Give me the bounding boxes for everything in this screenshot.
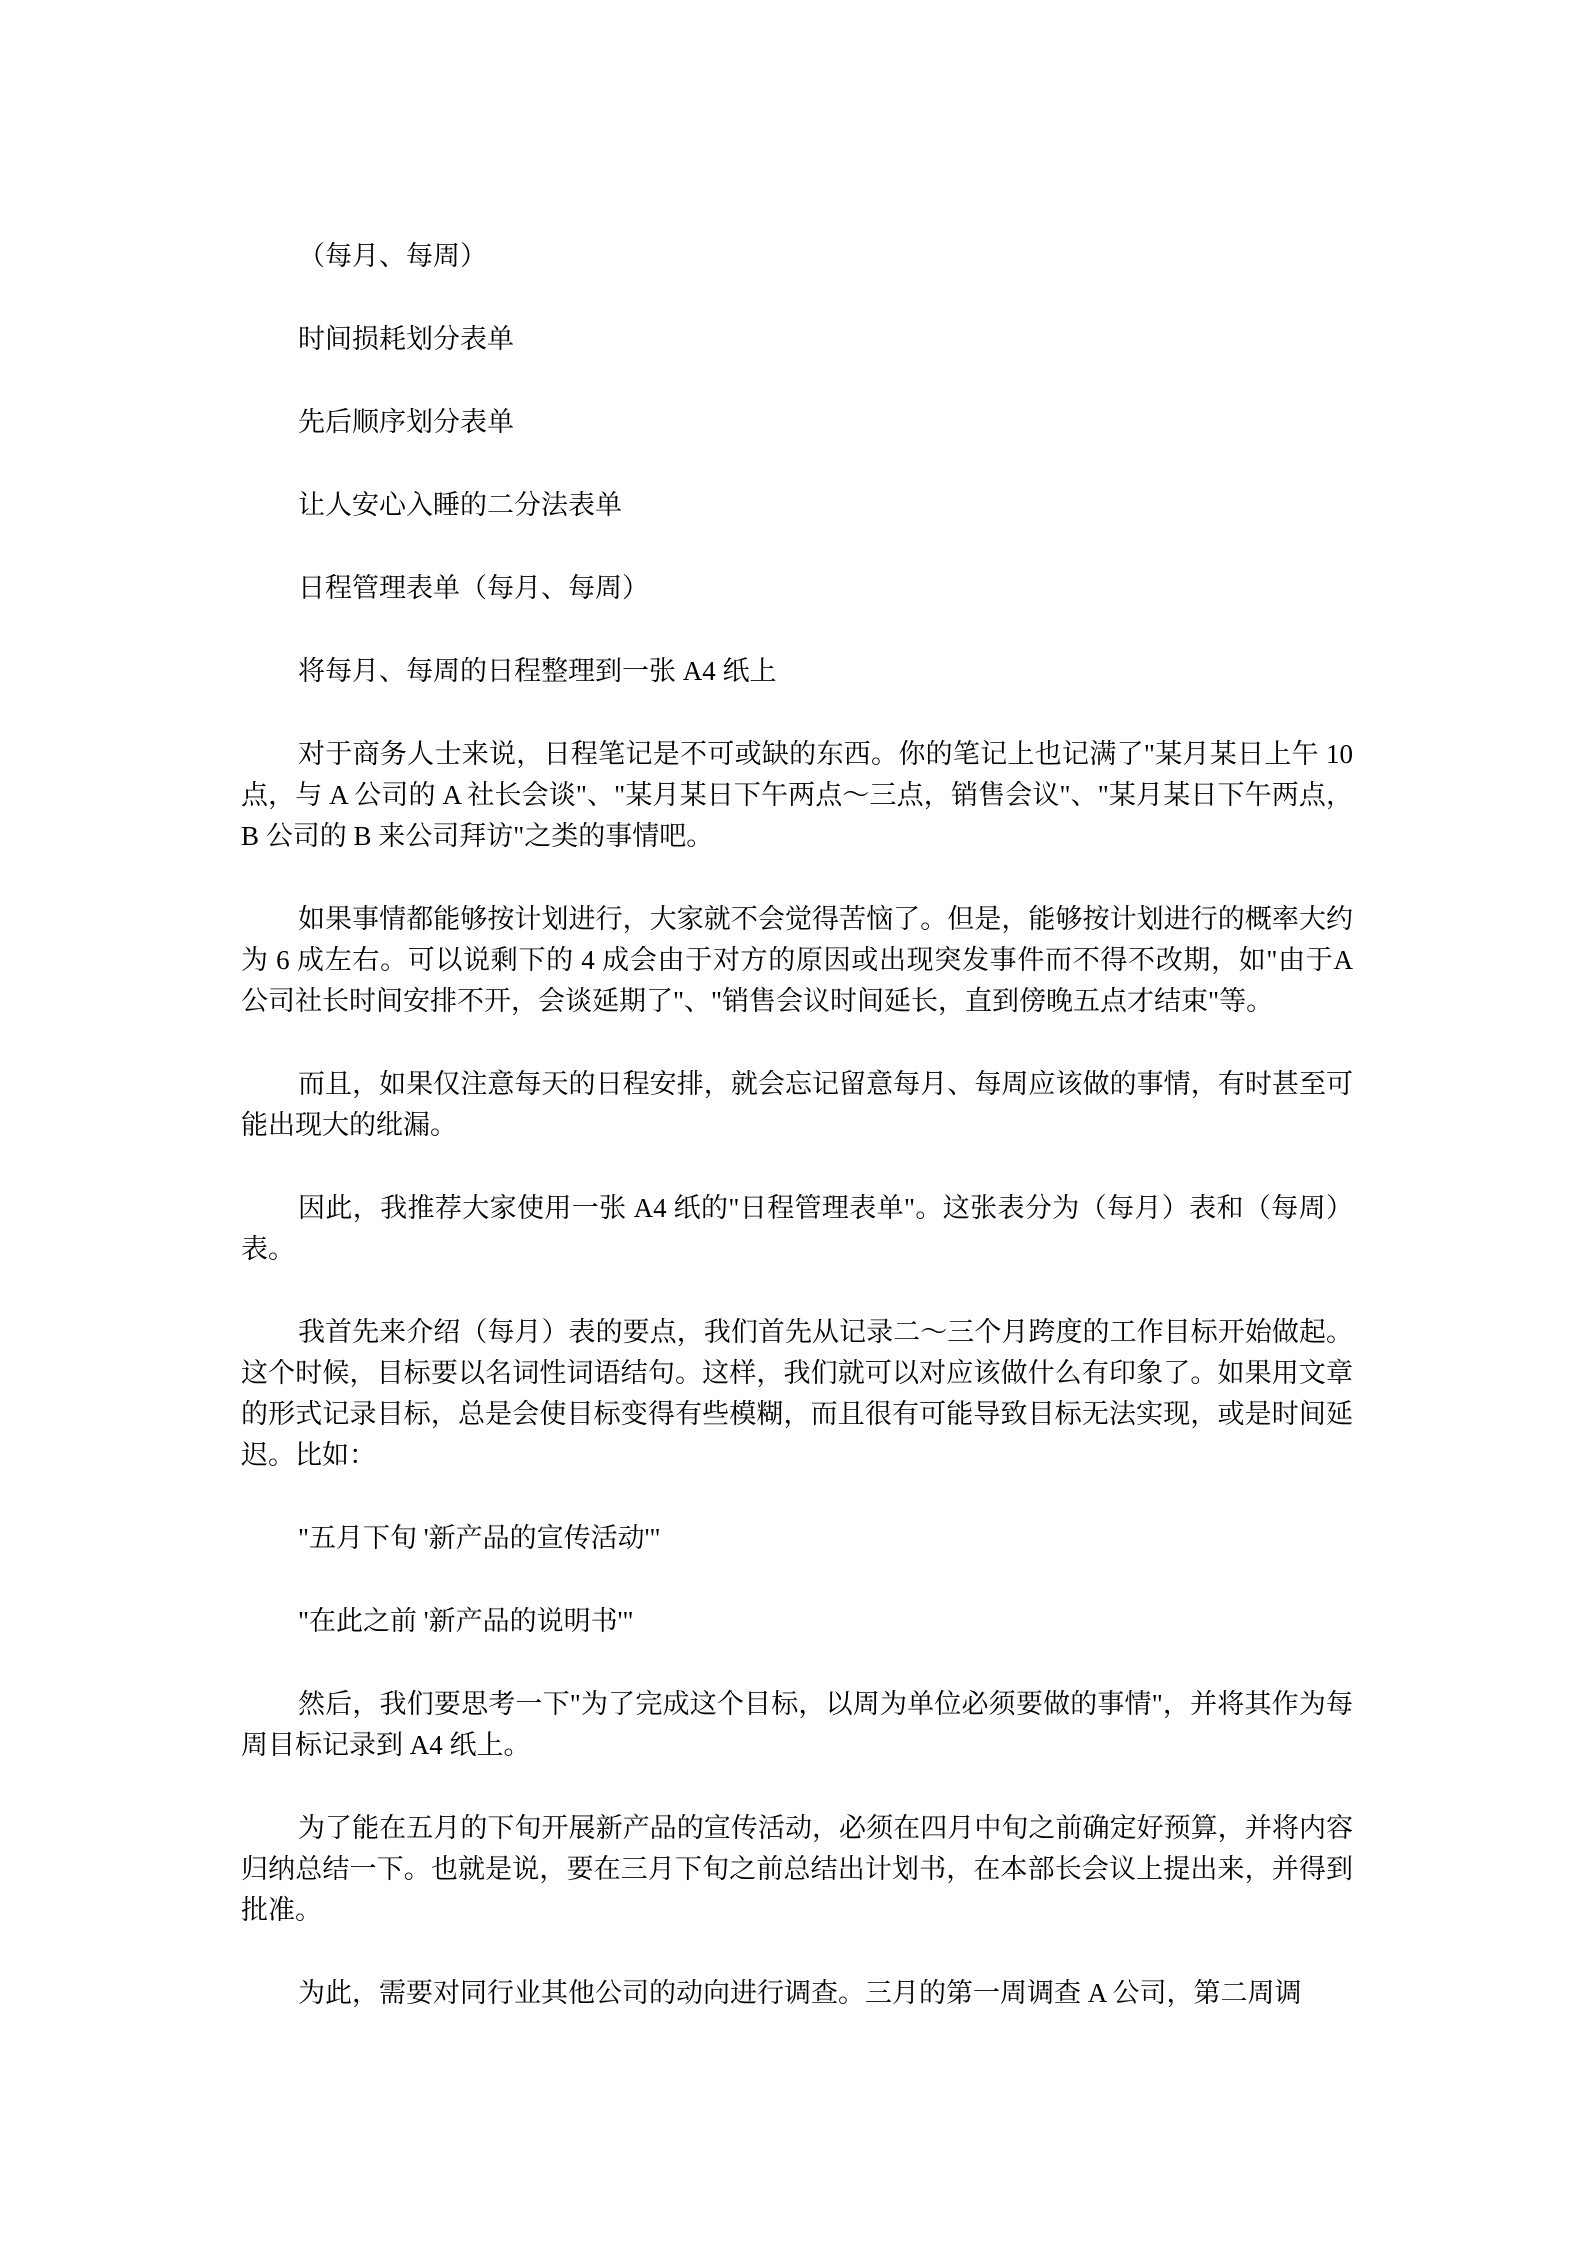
paragraph: 如果事情都能够按计划进行，大家就不会觉得苦恼了。但是，能够按计划进行的概率大约为 6 成左右。可以说剩下的 4 成会由于对方的原因或出现突发事件而不得不改期，如"由于A 公司社长时间安排不开，会谈延期了"、"销售会议时间延长，直到傍晚五点才结束"等。 xyxy=(241,904,1353,1016)
paragraph: 然后，我们要思考一下"为了完成这个目标，以周为单位必须要做的事情"，并将其作为每周目标记录到 A4 纸上。 xyxy=(241,1689,1353,1760)
paragraph: 而且，如果仅注意每天的日程安排，就会忘记留意每月、每周应该做的事情，有时甚至可能出现大的纰漏。 xyxy=(241,1069,1353,1140)
paragraph: 让人安心入睡的二分法表单 xyxy=(298,490,622,520)
paragraph: "在此之前 '新产品的说明书'" xyxy=(298,1606,634,1636)
paragraph: 日程管理表单（每月、每周） xyxy=(298,573,649,603)
paragraph: （每月、每周） xyxy=(298,241,487,271)
paragraph: 因此，我推荐大家使用一张 A4 纸的"日程管理表单"。这张表分为（每月）表和（每周）表。 xyxy=(241,1193,1353,1264)
paragraph: 为了能在五月的下旬开展新产品的宣传活动，必须在四月中旬之前确定好预算，并将内容归纳总结一下。也就是说，要在三月下旬之前总结出计划书，在本部长会议上提出来，并得到批准。 xyxy=(241,1813,1353,1925)
paragraph: 对于商务人士来说，日程笔记是不可或缺的东西。你的笔记上也记满了"某月某日上午 10 点，与 A 公司的 A 社长会谈"、"某月某日下午两点～三点，销售会议"、"某月某日下午两点， B 公司的 B 来公司拜访"之类的事情吧。 xyxy=(241,739,1353,851)
paragraph: 先后顺序划分表单 xyxy=(298,407,514,437)
paragraph: "五月下旬 '新产品的宣传活动'" xyxy=(298,1523,661,1553)
paragraph: 为此，需要对同行业其他公司的动向进行调查。三月的第一周调查 A 公司，第二周调 xyxy=(298,1978,1302,2008)
paragraph: 时间损耗划分表单 xyxy=(298,324,514,354)
paragraph: 将每月、每周的日程整理到一张 A4 纸上 xyxy=(298,656,777,686)
document-page xyxy=(241,236,1353,2056)
paragraph: 我首先来介绍（每月）表的要点，我们首先从记录二～三个月跨度的工作目标开始做起。这个时候，目标要以名词性词语结句。这样，我们就可以对应该做什么有印象了。如果用文章的形式记录目标，总是会使目标变得有些模糊，而且很有可能导致目标无法实现，或是时间延迟。比如： xyxy=(241,1317,1353,1470)
